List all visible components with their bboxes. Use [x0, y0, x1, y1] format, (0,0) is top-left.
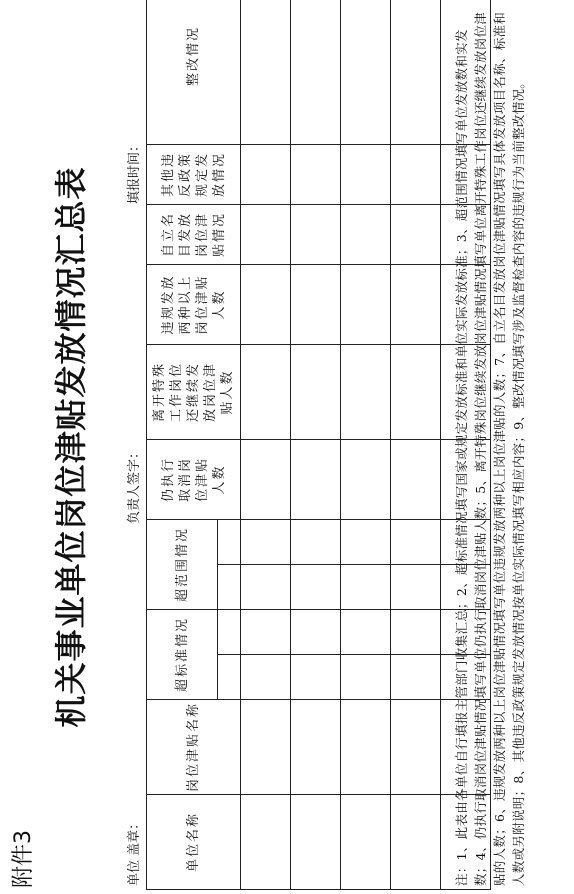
table-header-row [147, 0, 218, 890]
header-over-standard: 超标准情况 [147, 609, 218, 699]
table-cell[interactable] [391, 144, 441, 204]
header-allowance-name: 岗位津贴名称 [147, 700, 241, 795]
table-cell[interactable] [391, 564, 441, 609]
table-cell[interactable] [291, 795, 341, 890]
header-rectification: 整改情况 [147, 0, 241, 144]
table-cell[interactable] [391, 609, 441, 654]
table-cell[interactable] [291, 439, 341, 519]
table-cell[interactable] [341, 264, 391, 344]
table-cell[interactable] [241, 564, 291, 609]
table-cell[interactable] [241, 344, 291, 439]
table-cell[interactable] [291, 564, 341, 609]
subheader-cell [218, 564, 241, 609]
table-cell[interactable] [341, 655, 391, 700]
table-cell[interactable] [291, 655, 341, 700]
header-over-scope: 超范围情况 [147, 519, 218, 609]
table-cell[interactable] [291, 264, 341, 344]
subheader-cell [218, 519, 241, 564]
fill-time-label: 填报时间： [127, 138, 142, 204]
subheader-cell [218, 609, 241, 654]
table-cell[interactable] [241, 204, 291, 264]
table-cell[interactable] [391, 795, 441, 890]
table-cell[interactable] [391, 0, 441, 144]
header-cancelled-allowance-count: 仍执行 取消岗 位津贴 人数 [147, 439, 241, 519]
table-cell[interactable] [291, 700, 341, 795]
table-cell[interactable] [291, 204, 341, 264]
summary-table [146, 0, 491, 890]
table-cell[interactable] [291, 344, 341, 439]
table-cell[interactable] [391, 439, 441, 519]
header-left-special-post-count: 离开特殊 工作岗位 还继续发 放岗位津 贴人数 [147, 344, 241, 439]
table-cell[interactable] [241, 795, 291, 890]
footnotes: 注：1、此表由各单位自行填报主管部门收集汇总；2、超标准情况填写国家或规定发放标准和单位实际发放标准；3、超范围情况填写单位发放数和实发数；4、仍执行取消岗位津贴情况填写单位仍执行取消岗位津贴人数；5、离开特殊岗位继续发放岗位津贴情况填写单位离开特殊工作岗位还继续发放岗位津贴的人数；6、违规发放两种以上岗位津贴情况填写单位违规发放两种以上岗位津贴的人数；7、自立名目发放岗位津贴情况填写具体发放项目名称、标准和人数或另附说明；8、其他违反政策规定发放情况按单位实际情况填写相应内容；9、整改情况填写涉及监督检查内容的违规行为当前整改情况。 [454, 11, 526, 886]
table-cell[interactable] [241, 700, 291, 795]
table-cell[interactable] [291, 144, 341, 204]
table-cell[interactable] [341, 795, 391, 890]
table-cell[interactable] [291, 609, 341, 654]
table-row [341, 0, 391, 890]
table-cell[interactable] [341, 609, 391, 654]
table-cell[interactable] [391, 264, 441, 344]
table-cell[interactable] [341, 344, 391, 439]
table-cell[interactable] [391, 204, 441, 264]
table-cell[interactable] [341, 439, 391, 519]
header-unit-name: 单位名称 [147, 795, 241, 890]
table-cell[interactable] [341, 700, 391, 795]
table-cell[interactable] [241, 0, 291, 144]
header-other-violations: 其他违 反政策 规定发 放情况 [147, 144, 241, 204]
table-cell[interactable] [391, 700, 441, 795]
table-cell[interactable] [241, 609, 291, 654]
table-row [291, 0, 341, 890]
table-row [241, 0, 291, 890]
header-self-named-items: 自立名 目发放 岗位津 贴情况 [147, 204, 241, 264]
table-cell[interactable] [341, 144, 391, 204]
table-cell[interactable] [241, 655, 291, 700]
table-cell[interactable] [391, 655, 441, 700]
table-cell[interactable] [241, 519, 291, 564]
table-cell[interactable] [291, 0, 341, 144]
table-cell[interactable] [391, 344, 441, 439]
table-cell[interactable] [241, 439, 291, 519]
unit-seal-label: 单位 盖章： [127, 816, 142, 886]
table-row [391, 0, 441, 890]
table-cell[interactable] [341, 519, 391, 564]
table-cell[interactable] [341, 204, 391, 264]
leader-signature-label: 负责人签字： [127, 445, 142, 524]
table-cell[interactable] [241, 144, 291, 204]
page-title: 机关事业单位岗位津贴发放情况汇总表 [52, 166, 90, 728]
table-cell[interactable] [391, 519, 441, 564]
attachment-label: 附件3 [11, 830, 36, 888]
table-cell[interactable] [241, 264, 291, 344]
table-cell[interactable] [341, 564, 391, 609]
table-cell[interactable] [341, 0, 391, 144]
subheader-cell [218, 655, 241, 700]
header-multiple-allowance-count: 违规发放 两种以上 岗位津贴 人数 [147, 264, 241, 344]
table-cell[interactable] [291, 519, 341, 564]
